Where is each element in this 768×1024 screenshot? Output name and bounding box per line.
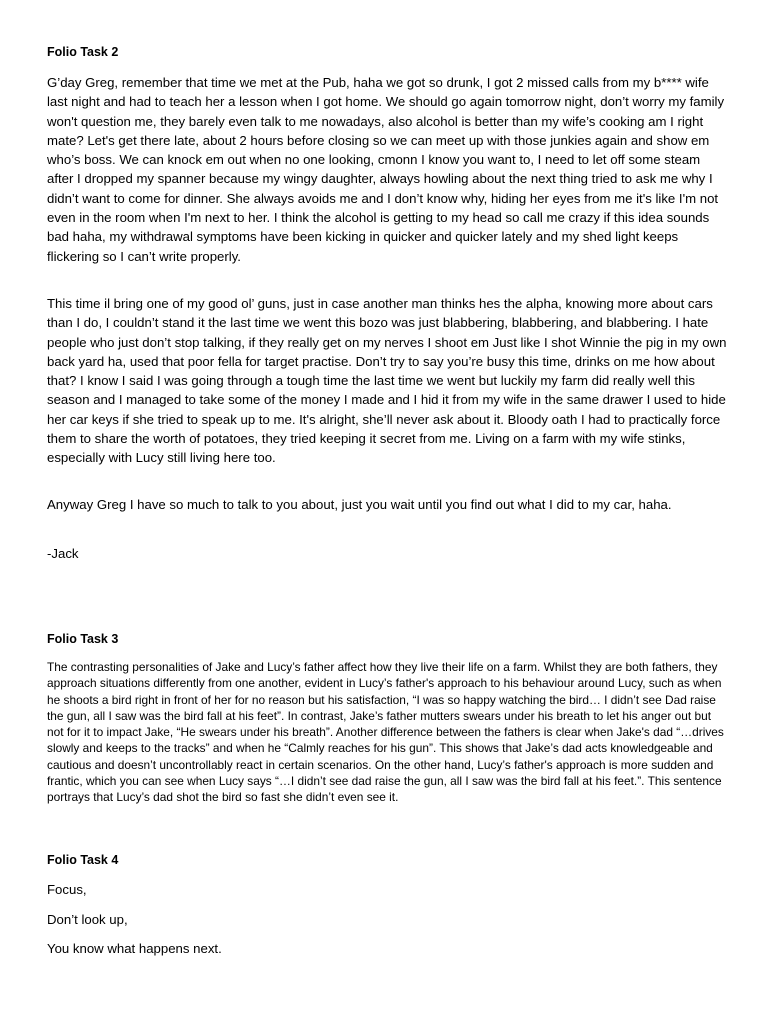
folio-task-2-paragraph-2: This time il bring one of my good ol’ guns, just in case another man thinks hes the alpha, knowing more about cars than I do, I couldn’t stand it the last time we went this bozo was just blabbering, blabbering, and blabbering. I hate people who just don’t stop talking, if they really get on my nerves I shoot em Just like I shot Winnie the pig in my own back yard ha, used that poor fella for target practise. Don’t try to say you’re busy this time, drinks on me how about that? I know I said I was going through a tough time the last time we went but luckily my farm did really well this season and I managed to take some of the money I made and I hid it from my wife in the same drawer I used to hide her car keys if she tried to speak up to me. It's alright, she’ll never ask about it. Bloody oath I had to practically force them to share the worth of potatoes, they tried keeping it secret from me. Living on a farm with my wife stinks, especially with Lucy still living here too.	[47, 296, 727, 466]
folio-task-4-line-3: You know what happens next.	[47, 941, 222, 956]
folio-task-2-paragraph-1: G’day Greg, remember that time we met at the Pub, haha we got so drunk, I got 2 missed calls from my b**** wife last night and had to teach her a lesson when I got home. We should go again tomorrow night, don’t worry my family won't question me, they barely even talk to me nowadays, also alcohol is better than my wife’s cooking am I right mate? Let's get there late, about 2 hours before closing so we can meet up with those junkies again and show em who’s boss. We can knock em out when no one looking, cmonn I know you want to, I need to let off some steam after I dropped my spanner because my wingy daughter, always howling about the next thing tried to ask me why I didn’t want to come for dinner. She always avoids me and I don’t know why, hiding her eyes from me it's like I'm not even in the room when I'm next to her. I think the alcohol is getting to my head so call me crazy if this idea sounds bad haha, my withdrawal symptoms have been kicking in quicker and quicker lately and my shed light keeps flickering so I can’t write properly.	[47, 75, 725, 264]
folio-task-4-line-2: Don’t look up,	[47, 912, 128, 927]
folio-task-3-heading: Folio Task 3	[47, 632, 119, 646]
folio-task-3-paragraph: The contrasting personalities of Jake and Lucy’s father affect how they live their life on a farm. Whilst they are both fathers, they approach situations differently from one another, evident in Lucy’s father's approach to his behaviour around Lucy, such as when he shoots a bird right in front of her for no reason but his satisfaction, “I was so happy watching the bird… I didn’t see Dad raise the gun, all I saw was the bird fall at his feet”. In contrast, Jake’s father mutters swears under his breath to let his anger out but not for it to impact Jake, “He swears under his breath”. Another difference between the fathers is clear when Jake's dad “…drives slowly and keeps to the tracks” and when he “Calmly reaches for his gun”. This shows that Jake’s dad acts knowledgeable and cautious and doesn’t uncontrollably react in certain scenarios. On the other hand, Lucy’s father's approach is more sudden and frantic, which you can see when Lucy says “…I didn’t see dad raise the gun, all I saw was the bird fall at his feet.”. This sentence portrays that Lucy’s dad shot the bird so fast she didn’t even see it.	[47, 660, 724, 805]
folio-task-2-signature: -Jack	[47, 546, 79, 561]
folio-task-2-heading: Folio Task 2	[47, 45, 119, 59]
folio-task-4-line-1: Focus,	[47, 882, 87, 897]
folio-task-4-heading: Folio Task 4	[47, 853, 119, 867]
folio-task-2-paragraph-3: Anyway Greg I have so much to talk to you about, just you wait until you find out what I did to my car, haha.	[47, 497, 672, 512]
